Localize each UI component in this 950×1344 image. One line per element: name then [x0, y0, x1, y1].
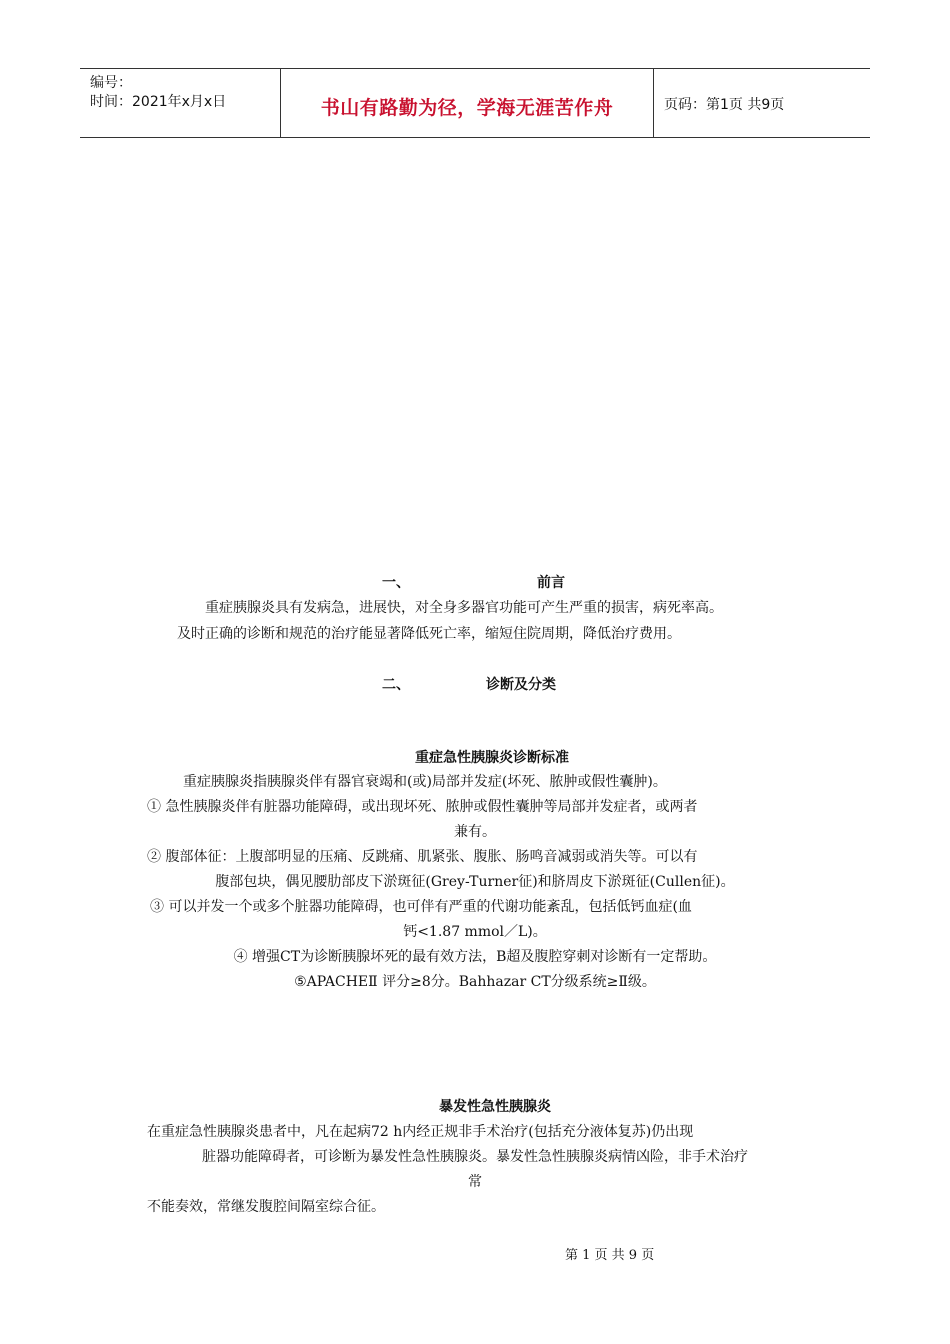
criteria-item-5: ⑤APACHEⅡ 评分≥8分。Bahhazar CT分级系统≥Ⅱ级。: [294, 974, 656, 990]
criteria-item-2-line-1: ② 腹部体征：上腹部明显的压痛、反跳痛、肌紧张、腹胀、肠鸣音减弱或消失等。可以有: [147, 849, 698, 865]
header-page-cell: [654, 69, 870, 137]
header-meta-cell: [80, 69, 281, 137]
subsection-2-line-4: 不能奏效，常继发腹腔间隔室综合征。: [147, 1199, 385, 1215]
criteria-item-3-line-1: ③ 可以并发一个或多个脏器功能障碍，也可伴有严重的代谢功能紊乱，包括低钙血症(血: [150, 899, 692, 915]
section-1-title: 前言: [537, 575, 565, 591]
page-header: [80, 68, 870, 138]
header-motto: 书山有路勤为径，学海无涯苦作舟: [320, 97, 614, 119]
criteria-item-4: ④ 增强CT为诊断胰腺坏死的最有效方法，B超及腹腔穿刺对诊断有一定帮助。: [233, 949, 717, 965]
document-number-label: 编号：: [90, 75, 132, 91]
criteria-item-3-line-2: 钙<1.87 mmol／L)。: [403, 924, 547, 940]
header-page-info: 页码：第1页 共9页: [664, 97, 785, 113]
page-footer: 第 1 页 共 9 页: [565, 1248, 655, 1263]
document-date-label: 时间：2021年x月x日: [90, 94, 227, 110]
subsection-1-intro: 重症胰腺炎指胰腺炎伴有器官衰竭和(或)局部并发症(坏死、脓肿或假性囊肿)。: [183, 774, 667, 790]
header-motto-cell: [281, 69, 654, 137]
criteria-item-2-line-2: 腹部包块，偶见腰肋部皮下淤斑征(Grey-Turner征)和脐周皮下淤斑征(Cullen征)。: [215, 874, 735, 890]
section-2-title: 诊断及分类: [486, 677, 556, 693]
subsection-1-title: 重症急性胰腺炎诊断标准: [415, 750, 569, 766]
section-1-number: 一、: [382, 575, 410, 591]
section-2-number: 二、: [382, 677, 410, 693]
criteria-item-1-line-2: 兼有。: [454, 824, 496, 840]
subsection-2-line-3: 常: [468, 1174, 482, 1190]
section-1-paragraph-line-1: 重症胰腺炎具有发病急，进展快，对全身多器官功能可产生严重的损害，病死率高。: [205, 600, 723, 616]
subsection-2-line-2: 脏器功能障碍者，可诊断为暴发性急性胰腺炎。暴发性急性胰腺炎病情凶险，非手术治疗: [202, 1149, 748, 1165]
section-1-paragraph-line-2: 及时正确的诊断和规范的治疗能显著降低死亡率，缩短住院周期，降低治疗费用。: [177, 626, 681, 642]
criteria-item-1-line-1: ① 急性胰腺炎伴有脏器功能障碍，或出现坏死、脓肿或假性囊肿等局部并发症者，或两者: [147, 799, 698, 815]
subsection-2-title: 暴发性急性胰腺炎: [439, 1099, 551, 1115]
subsection-2-line-1: 在重症急性胰腺炎患者中，凡在起病72 h内经正规非手术治疗(包括充分液体复苏)仍出现: [147, 1124, 694, 1140]
